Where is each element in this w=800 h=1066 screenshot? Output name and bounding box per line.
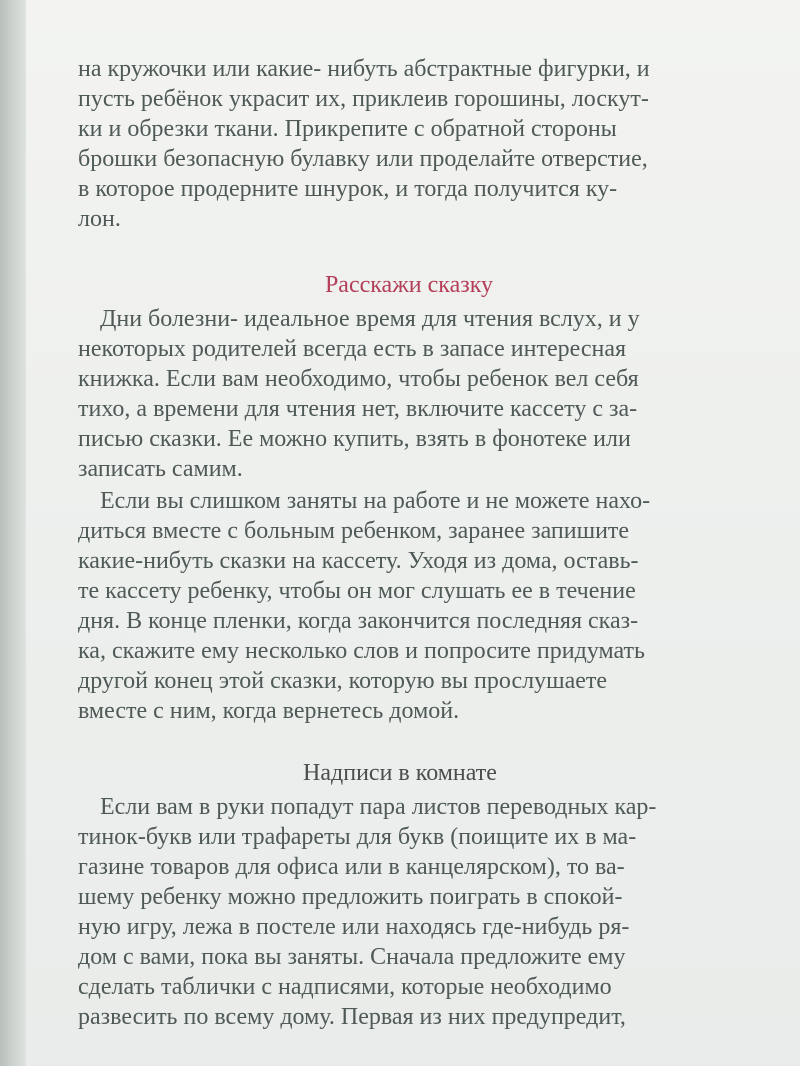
text-line: на кружочки или какие- нибуть абстрактные фигурки, и bbox=[78, 56, 650, 82]
text-line: в которое продерните шнурок, и тогда получится ку- bbox=[78, 176, 618, 202]
text-line: книжка. Если вам необходимо, чтобы ребенок вел себя bbox=[78, 366, 639, 392]
text-line: тихо, а времени для чтения нет, включите кассету с за- bbox=[78, 396, 638, 422]
text-line: ки и обрезки ткани. Прикрепите с обратной стороны bbox=[78, 116, 617, 142]
story-paragraph-1 bbox=[78, 304, 718, 484]
text-line: дня. В конце пленки, когда закончится последняя сказ- bbox=[78, 608, 639, 634]
text-line: развесить по всему дому. Первая из них предупредит, bbox=[78, 1004, 626, 1030]
text-line: пусть ребёнок украсит их, приклеив горошины, лоскут- bbox=[78, 86, 649, 112]
story-paragraph-2 bbox=[78, 486, 718, 726]
section-heading-room-signs: Надписи в комнате bbox=[303, 760, 497, 786]
text-line: газине товаров для офиса или в канцелярском), то ва- bbox=[78, 854, 625, 880]
text-line: какие-нибуть сказки на кассету. Уходя из дома, оставь- bbox=[78, 548, 639, 574]
text-line: некоторых родителей всегда есть в запасе интересная bbox=[78, 336, 627, 362]
signs-paragraph-1 bbox=[78, 792, 718, 1032]
text-line: шему ребенку можно предложить поиграть в спокой- bbox=[78, 884, 623, 910]
text-line: ка, скажите ему несколько слов и попросите придумать bbox=[78, 638, 645, 664]
text-line: писью сказки. Ее можно купить, взять в фонотеке или bbox=[78, 426, 631, 452]
text-line: тинок-букв или трафареты для букв (поищите их в ма- bbox=[78, 824, 637, 850]
text-line: лон. bbox=[78, 206, 121, 232]
text-line: диться вместе с больным ребенком, заранее запишите bbox=[78, 518, 630, 544]
text-line: брошки безопасную булавку или проделайте отверстие, bbox=[78, 146, 648, 172]
text-line: Если вам в руки попадут пара листов переводных кар- bbox=[100, 794, 657, 820]
text-line: другой конец этой сказки, которую вы прослушаете bbox=[78, 668, 608, 694]
section-heading-tell-story: Расскажи сказку bbox=[324, 272, 494, 298]
text-line: сделать таблички с надписями, которые необходимо bbox=[78, 974, 612, 1000]
text-line: Дни болезни- идеальное время для чтения вслух, и у bbox=[100, 306, 640, 332]
text-line: вместе с ним, когда вернетесь домой. bbox=[78, 698, 460, 724]
text-line: те кассету ребенку, чтобы он мог слушать ее в течение bbox=[78, 578, 636, 604]
text-line: записать самим. bbox=[78, 456, 243, 482]
text-line: ную игру, лежа в постеле или находясь где-нибудь ря- bbox=[78, 914, 630, 940]
page-edge bbox=[0, 0, 26, 1066]
intro-paragraph bbox=[78, 54, 718, 234]
text-line: Если вы слишком заняты на работе и не можете нахо- bbox=[100, 488, 651, 514]
text-line: дом с вами, пока вы заняты. Сначала предложите ему bbox=[78, 944, 626, 970]
